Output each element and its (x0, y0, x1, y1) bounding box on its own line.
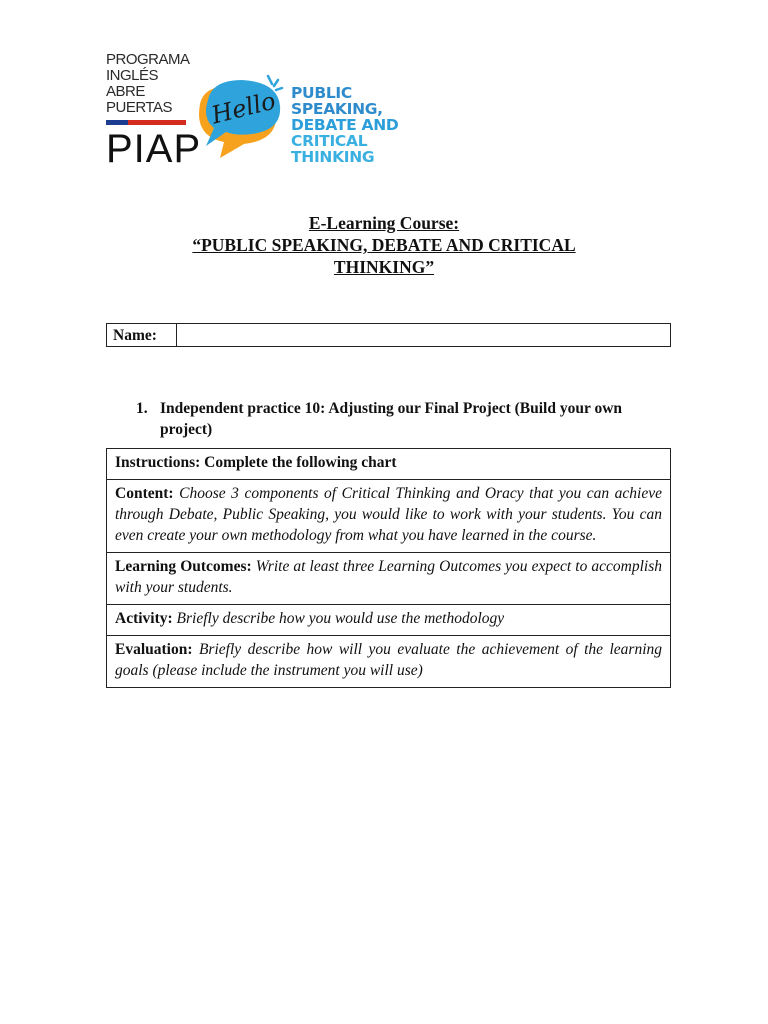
name-table (106, 323, 671, 347)
program-line-2: INGLÉS ABRE (106, 67, 159, 100)
flag-bar (106, 120, 186, 125)
name-field[interactable] (177, 324, 670, 346)
project-chart-table (106, 448, 671, 688)
hello-speech-bubble-icon (186, 74, 290, 166)
course-logo-line-1: PUBLIC (291, 84, 352, 102)
program-line-3: PUERTAS (106, 99, 172, 116)
piap-logo (106, 51, 202, 171)
practice-text: Independent practice 10: Adjusting our Final Project (Build your own project) (160, 400, 623, 438)
title-line-1: E-Learning Course: (308, 213, 460, 233)
course-logo-line-3: DEBATE AND (291, 116, 399, 134)
row-label: Learning Outcomes: (115, 558, 252, 575)
course-logo-line-4: CRITICAL (291, 132, 368, 150)
table-row-learning-outcomes[interactable] (107, 553, 670, 605)
course-logo-line-2: SPEAKING, (291, 100, 383, 118)
row-text: Write at least three Learning Outcomes you expect to accomplish with your students. (115, 558, 662, 596)
table-row-evaluation[interactable] (107, 636, 670, 687)
bubble-text: Hello (208, 86, 279, 130)
program-line-1: PROGRAMA (106, 51, 190, 68)
piap-acronym: PIAP (106, 127, 202, 171)
instructions-row (107, 449, 670, 480)
course-logo-line-5: THINKING (291, 148, 375, 166)
table-row-content[interactable] (107, 480, 670, 553)
row-label: Content: (115, 485, 174, 502)
row-label: Evaluation: (115, 641, 193, 658)
title-line-3: THINKING” (333, 257, 435, 277)
document-title (100, 212, 668, 278)
table-row-activity[interactable] (107, 605, 670, 636)
row-text: Briefly describe how you would use the methodology (176, 610, 505, 627)
row-text: Choose 3 components of Critical Thinking and Oracy that you can achieve through Debate, Public Speaking, you would like to work with your students. You can even create your own methodology from what you have learned in the course. (115, 485, 662, 544)
row-text: Briefly describe how will you evaluate the achievement of the learning goals (please include the instrument you will use) (115, 641, 663, 679)
title-line-2: “PUBLIC SPEAKING, DEBATE AND CRITICAL (192, 235, 576, 255)
instructions-text: Instructions: Complete the following chart (115, 454, 397, 471)
name-label: Name: (107, 324, 177, 346)
practice-number: 1. (136, 400, 148, 417)
row-label: Activity: (115, 610, 173, 627)
practice-heading (136, 398, 666, 440)
course-logo (291, 85, 431, 165)
